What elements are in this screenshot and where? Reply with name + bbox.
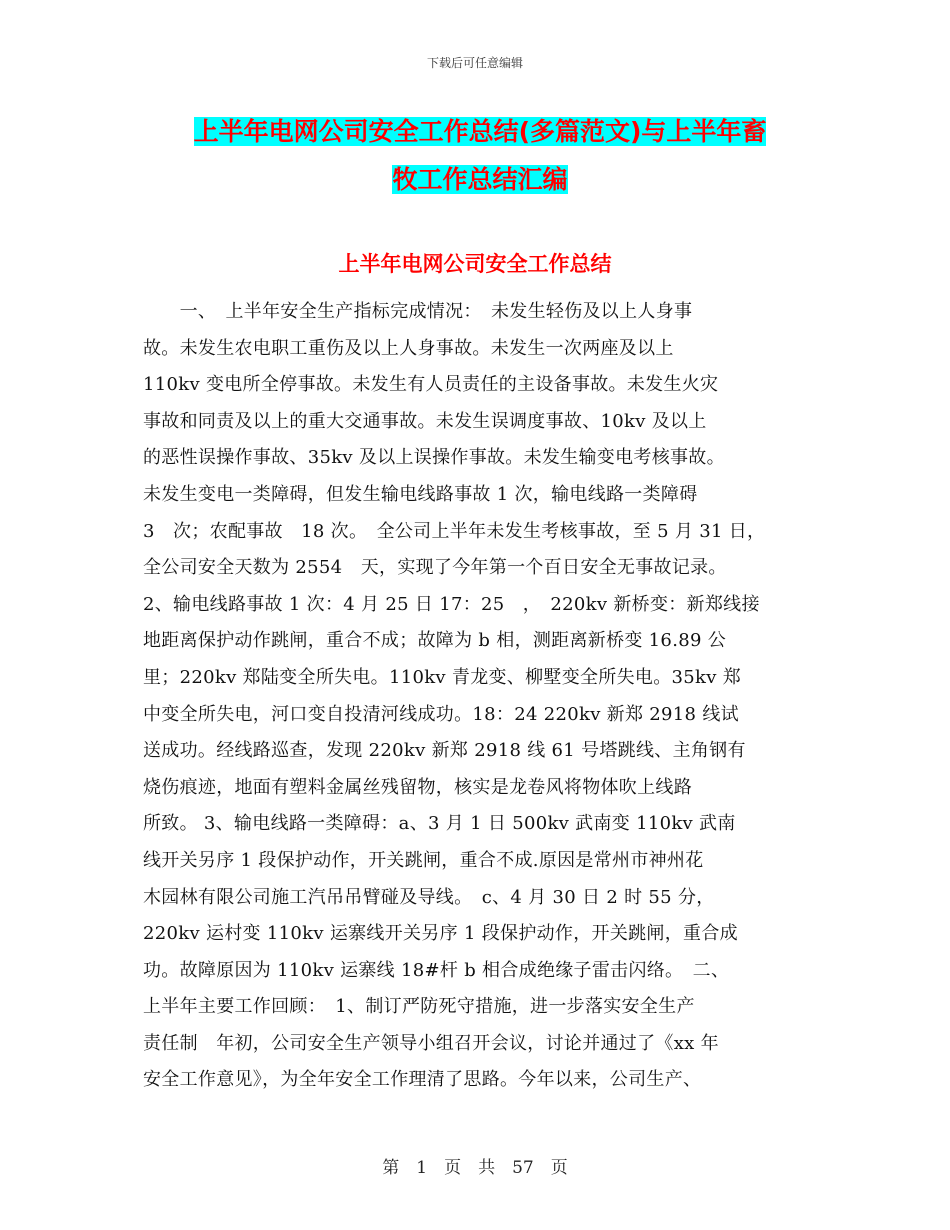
body-line: 木园林有限公司施工汽吊吊臂碰及导线。 c、4 月 30 日 2 时 55 分， xyxy=(143,886,715,908)
body-line: 中变全所失电，河口变自投清河线成功。18：24 220kv 新郑 2918 线试 xyxy=(143,703,739,725)
document-title-line-2: 牧工作总结汇编 xyxy=(392,165,568,194)
body-line: 的恶性误操作事故、35kv 及以上误操作事故。未发生输变电考核事故。 xyxy=(143,447,725,469)
body-line: 未发生变电一类障碍，但发生输电线路事故 1 次，输电线路一类障碍 xyxy=(143,483,698,505)
body-line: 一、 上半年安全生产指标完成情况： 未发生轻伤及以上人身事 xyxy=(143,301,693,322)
body-line: 故。未发生农电职工重伤及以上人身事故。未发生一次两座及以上 xyxy=(143,337,674,359)
section-title: 上半年电网公司安全工作总结 xyxy=(338,252,612,276)
body-line: 送成功。经线路巡查，发现 220kv 新郑 2918 线 61 号塔跳线、主角钢有 xyxy=(143,740,746,762)
body-line: 上半年主要工作回顾： 1、制订严防死守措施，进一步落实安全生产 xyxy=(143,996,695,1018)
body-line: 功。故障原因为 110kv 运寨线 18#杆 b 相合成绝缘子雷击闪络。 二、 xyxy=(143,959,730,981)
body-line: 里；220kv 郑陆变全所失电。110kv 青龙变、柳墅变全所失电。35kv 郑 xyxy=(143,666,742,688)
body-line: 责任制 年初，公司安全生产领导小组召开会议，讨论并通过了《xx 年 xyxy=(143,1032,719,1054)
body-line: 安全工作意见》，为全年安全工作理清了思路。今年以来，公司生产、 xyxy=(143,1069,702,1091)
body-line: 全公司安全天数为 2554 天，实现了今年第一个百日安全无事故记录。 xyxy=(143,557,727,579)
header-note: 下载后可任意编辑 xyxy=(426,56,523,70)
body-line: 3 次；农配事故 18 次。 全公司上半年未发生考核事故，至 5 月 31 日， xyxy=(143,520,766,542)
body-line: 2、输电线路事故 1 次：4 月 25 日 17：25 ， 220kv 新桥变：新郑线接 xyxy=(143,593,760,615)
body-line: 所致。 3、输电线路一类障碍：a、3 月 1 日 500kv 武南变 110kv 武南 xyxy=(143,813,736,835)
body-line: 地距离保护动作跳闸，重合不成；故障为 b 相，测距离新桥变 16.89 公 xyxy=(143,630,727,652)
document-title-line-1: 上半年电网公司安全工作总结(多篇范文)与上半年畜 xyxy=(193,117,767,146)
document-title xyxy=(150,108,810,204)
body-text xyxy=(143,294,815,1099)
body-line: 220kv 运村变 110kv 运寨线开关另序 1 段保护动作，开关跳闸，重合成 xyxy=(143,923,738,945)
body-line: 110kv 变电所全停事故。未发生有人员责任的主设备事故。未发生火灾 xyxy=(143,374,719,396)
body-line: 线开关另序 1 段保护动作，开关跳闸，重合不成.原因是常州市神州花 xyxy=(143,849,704,871)
body-line: 事故和同责及以上的重大交通事故。未发生误调度事故、10kv 及以上 xyxy=(143,410,707,432)
page-footer: 第 1 页 共 57 页 xyxy=(382,1158,568,1178)
body-line: 烧伤痕迹，地面有塑料金属丝残留物，核实是龙卷风将物体吹上线路 xyxy=(143,776,692,798)
